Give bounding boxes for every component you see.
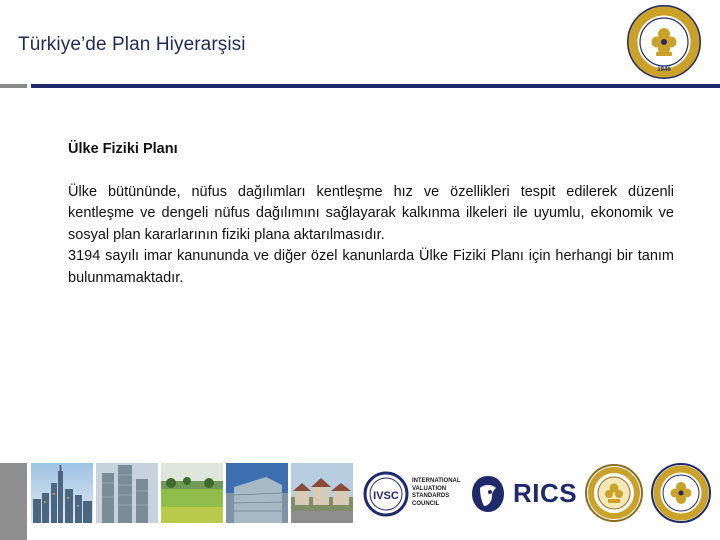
body-paragraph-2: 3194 sayılı imar kanununda ve diğer özel kanunlarda Ülke Fiziki Planı için herhangi bir tanım bulunmamaktadır.: [68, 248, 674, 286]
university-seal-gold-icon: [584, 463, 644, 523]
rics-logo-text: RICS: [513, 478, 578, 508]
rics-lion-icon: [468, 472, 508, 516]
ankara-university-seal-icon: [626, 4, 702, 80]
modern-towers-photo: [96, 463, 158, 523]
section-subheading: Ülke Fiziki Planı: [68, 141, 178, 157]
header-rule-gray: [0, 84, 27, 88]
ivsc-name-line: VALUATION: [412, 485, 447, 492]
page-title: Türkiye’de Plan Hiyerarşisi: [18, 34, 246, 55]
modern-building-photo: [226, 463, 288, 523]
main-content: [68, 139, 674, 289]
ivsc-name-line: STANDARDS: [412, 493, 450, 499]
footer-gray-block: [0, 463, 27, 540]
ivsc-name-line: INTERNATIONAL: [412, 478, 461, 484]
green-field-photo: [161, 463, 223, 523]
ivsc-full-name: [412, 478, 464, 508]
header-rule-navy: [31, 84, 720, 88]
ivsc-logo-icon: [362, 470, 410, 518]
city-skyline-photo: [31, 463, 93, 523]
residential-houses-photo: [291, 463, 353, 523]
ankara-university-seal-icon: [650, 462, 712, 524]
ivsc-logo-text: IVSC: [373, 490, 399, 502]
ivsc-name-line: COUNCIL: [412, 500, 440, 507]
seal-year: 1946: [657, 67, 671, 73]
body-paragraph-1: Ülke bütününde, nüfus dağılımları kentleşme hız ve özellikleri tespit edilerek düzenli kentleşme ve dengeli nüfus dağılımını sağlayarak kalkınma ilkeleri ile uyumlu, ekonomik ve sosyal plan kararlarının fiziki plana aktarılmasıdır.: [68, 183, 674, 243]
